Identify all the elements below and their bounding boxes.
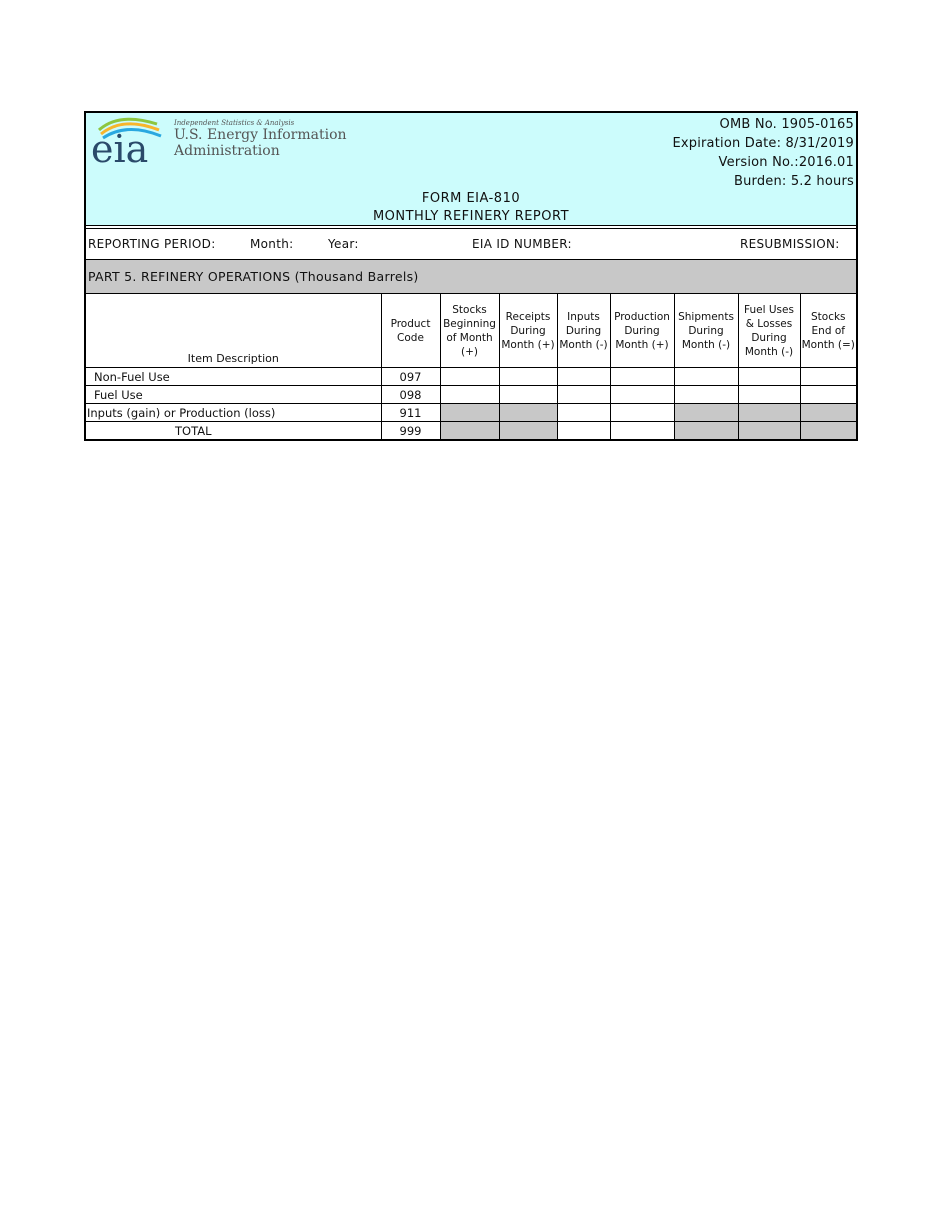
cell-input[interactable] — [440, 368, 499, 386]
cell-input[interactable] — [610, 368, 674, 386]
agency-tagline: Independent Statistics & Analysis — [174, 119, 295, 127]
row-code: 097 — [381, 368, 440, 386]
cell-shaded — [440, 404, 499, 422]
col-receipts: Receipts During Month (+) — [499, 294, 557, 368]
eia-id-field[interactable]: EIA ID NUMBER: — [472, 237, 572, 251]
form-number: FORM EIA-810 — [421, 191, 521, 206]
omb-info — [672, 115, 854, 191]
expiration-date: Expiration Date: 8/31/2019 — [672, 136, 854, 151]
col-shipments: Shipments During Month (-) — [674, 294, 738, 368]
row-code: 999 — [381, 422, 440, 440]
agency-name-line1: U.S. Energy Information — [174, 127, 347, 143]
cell-input[interactable] — [557, 404, 610, 422]
row-item: TOTAL — [86, 422, 381, 440]
row-code: 911 — [381, 404, 440, 422]
form-header — [86, 113, 856, 226]
cell-input[interactable] — [800, 368, 856, 386]
col-inputs: Inputs During Month (-) — [557, 294, 610, 368]
form-title — [86, 190, 856, 226]
omb-number: OMB No. 1905-0165 — [719, 117, 854, 132]
cell-input[interactable] — [557, 422, 610, 440]
reporting-period-row — [86, 229, 856, 260]
cell-shaded — [499, 422, 557, 440]
cell-shaded — [800, 404, 856, 422]
row-item: Non-Fuel Use — [86, 368, 381, 386]
row-item: Inputs (gain) or Production (loss) — [86, 404, 381, 422]
cell-input[interactable] — [499, 386, 557, 404]
cell-input[interactable] — [800, 386, 856, 404]
col-stocks-end: Stocks End of Month (=) — [800, 294, 856, 368]
cell-input[interactable] — [557, 368, 610, 386]
form-name: MONTHLY REFINERY REPORT — [372, 209, 570, 224]
burden-hours: Burden: 5.2 hours — [733, 174, 854, 189]
month-field[interactable]: Month: — [250, 237, 294, 251]
cell-input[interactable] — [610, 422, 674, 440]
cell-shaded — [800, 422, 856, 440]
cell-input[interactable] — [610, 386, 674, 404]
cell-input[interactable] — [738, 368, 800, 386]
col-stocks-beginning: Stocks Beginning of Month (+) — [440, 294, 499, 368]
col-fuel-uses: Fuel Uses & Losses During Month (-) — [738, 294, 800, 368]
table-header-row — [86, 294, 856, 368]
cell-shaded — [674, 422, 738, 440]
table-row — [86, 368, 856, 386]
cell-shaded — [738, 422, 800, 440]
eia-810-form — [84, 111, 858, 441]
cell-input[interactable] — [499, 368, 557, 386]
row-code: 098 — [381, 386, 440, 404]
table-row — [86, 404, 856, 422]
agency-name-line2: Administration — [174, 143, 280, 159]
cell-shaded — [499, 404, 557, 422]
cell-input[interactable] — [440, 386, 499, 404]
table-row — [86, 386, 856, 404]
col-product-code: Product Code — [381, 294, 440, 368]
cell-shaded — [440, 422, 499, 440]
col-production: Production During Month (+) — [610, 294, 674, 368]
agency-name — [174, 119, 347, 159]
cell-shaded — [738, 404, 800, 422]
year-field[interactable]: Year: — [328, 237, 359, 251]
cell-input[interactable] — [738, 386, 800, 404]
cell-input[interactable] — [557, 386, 610, 404]
cell-input[interactable] — [610, 404, 674, 422]
cell-shaded — [674, 404, 738, 422]
resubmission-field[interactable]: RESUBMISSION: — [740, 237, 840, 251]
col-item-description: Item Description — [86, 294, 381, 368]
reporting-period-label: REPORTING PERIOD: — [88, 237, 216, 251]
version-number: Version No.:2016.01 — [718, 155, 854, 170]
table-row — [86, 422, 856, 440]
cell-input[interactable] — [674, 386, 738, 404]
logo-text: eia — [91, 127, 149, 166]
cell-input[interactable] — [674, 368, 738, 386]
row-item: Fuel Use — [86, 386, 381, 404]
refinery-operations-table — [86, 294, 856, 439]
part-5-heading: PART 5. REFINERY OPERATIONS (Thousand Barrels) — [86, 260, 856, 294]
